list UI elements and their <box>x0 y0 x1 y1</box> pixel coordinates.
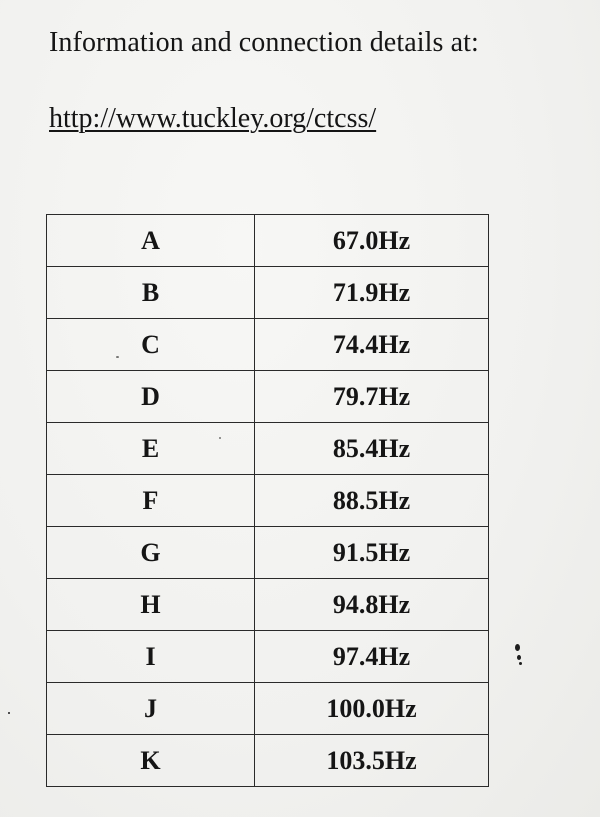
table-row <box>47 683 489 735</box>
tone-frequency: 103.5Hz <box>255 735 489 787</box>
table-row <box>47 735 489 787</box>
intro-text: Information and connection details at: <box>49 27 479 58</box>
table-row <box>47 423 489 475</box>
scan-speck <box>116 356 119 358</box>
tone-code: D <box>47 371 255 423</box>
table-row <box>47 579 489 631</box>
tone-frequency: 67.0Hz <box>255 215 489 267</box>
tone-frequency: 97.4Hz <box>255 631 489 683</box>
tone-frequency: 94.8Hz <box>255 579 489 631</box>
tone-code: I <box>47 631 255 683</box>
ctcss-link[interactable]: http://www.tuckley.org/ctcss/ <box>49 103 377 134</box>
table-row <box>47 371 489 423</box>
tone-code: F <box>47 475 255 527</box>
tone-code: J <box>47 683 255 735</box>
scan-speck <box>515 644 520 651</box>
ctcss-tone-table <box>46 214 489 787</box>
scan-speck <box>519 662 522 665</box>
tone-frequency: 91.5Hz <box>255 527 489 579</box>
tone-code: H <box>47 579 255 631</box>
table-row <box>47 319 489 371</box>
table-row <box>47 475 489 527</box>
table-row <box>47 215 489 267</box>
scan-speck <box>8 712 10 714</box>
tone-code: E <box>47 423 255 475</box>
tone-frequency: 100.0Hz <box>255 683 489 735</box>
tone-code: B <box>47 267 255 319</box>
scan-speck <box>219 437 221 439</box>
tone-frequency: 85.4Hz <box>255 423 489 475</box>
tone-code: K <box>47 735 255 787</box>
scan-speck <box>517 655 521 660</box>
tone-frequency: 79.7Hz <box>255 371 489 423</box>
tone-code: A <box>47 215 255 267</box>
tone-code: C <box>47 319 255 371</box>
table-row <box>47 631 489 683</box>
tone-frequency: 88.5Hz <box>255 475 489 527</box>
tone-frequency: 74.4Hz <box>255 319 489 371</box>
tone-code: G <box>47 527 255 579</box>
tone-frequency: 71.9Hz <box>255 267 489 319</box>
table-row <box>47 267 489 319</box>
table-row <box>47 527 489 579</box>
